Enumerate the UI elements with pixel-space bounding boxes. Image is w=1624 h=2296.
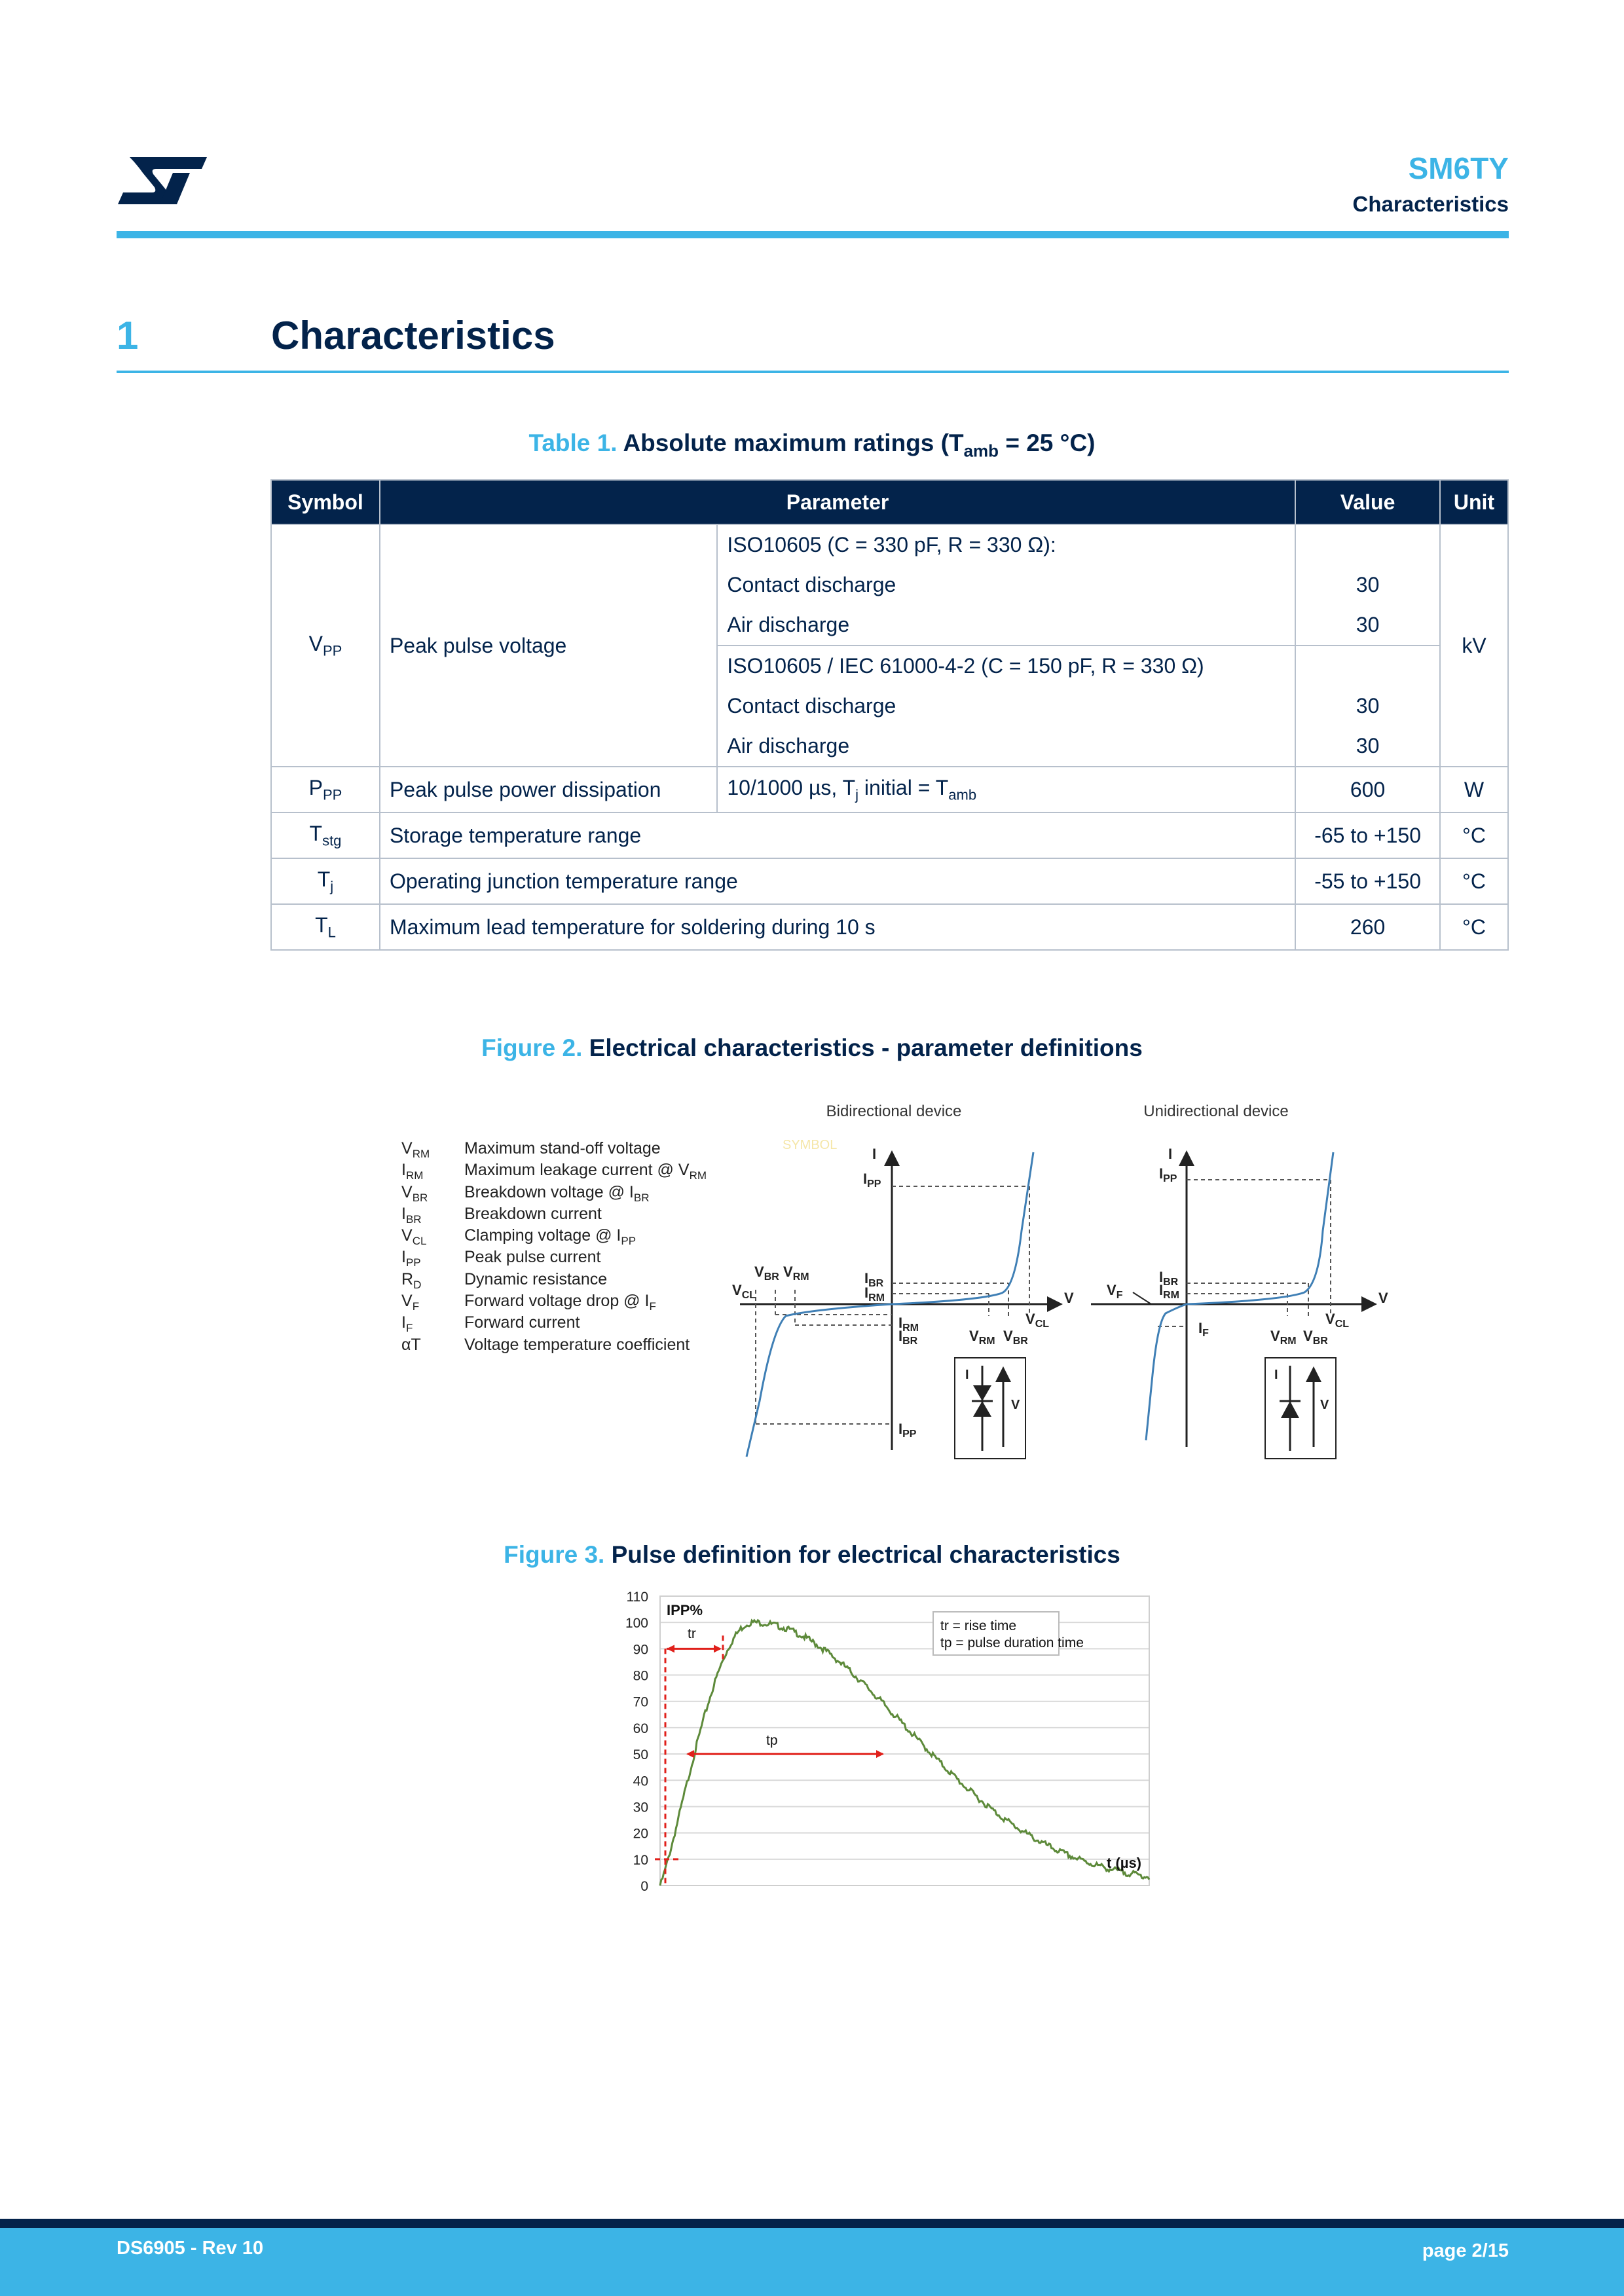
svg-text:VRM: $V_{RM}$ [969, 1328, 995, 1347]
header-rule [117, 231, 1509, 238]
legend-description: Maximum leakage current @ $V_{RM}$ [464, 1161, 707, 1182]
svg-text:I: I [1274, 1368, 1278, 1382]
table-row-tl [271, 904, 1508, 950]
pulse-definition-chart [589, 1584, 1166, 1899]
pulse-curve [660, 1620, 1149, 1886]
legend-row [401, 1161, 707, 1182]
bidirectional-labels [732, 1146, 1074, 1440]
bidirectional-diode-symbol [955, 1358, 1025, 1459]
legend-description: Forward voltage drop @ $I_F$ [464, 1292, 656, 1313]
st-logo [117, 155, 208, 207]
tl-unit: °C [1440, 904, 1508, 950]
pulse-y-label: IPP% [667, 1602, 703, 1618]
legend-row [401, 1139, 707, 1161]
y-tick-label: 40 [633, 1774, 648, 1789]
legend-description: Forward current [464, 1313, 580, 1332]
svg-text:VCL: $V_{CL}$ [1025, 1311, 1050, 1330]
svg-text:I: I [1168, 1146, 1173, 1162]
pulse-y-ticks [625, 1590, 648, 1894]
svg-text:IPP: $I_{PP}$ [898, 1421, 917, 1440]
marker-arrow [686, 1750, 694, 1758]
legend-symbol: $I_{BR}$ [401, 1204, 422, 1226]
y-tick-label: 30 [633, 1800, 648, 1815]
footer-dark-band [0, 2219, 1624, 2228]
ppp-symbol: $P_{PP}$ [271, 767, 380, 812]
marker-arrow [876, 1750, 884, 1758]
section-rule [117, 371, 1509, 373]
legend-row [401, 1205, 707, 1226]
tl-value: 260 [1295, 904, 1440, 950]
tstg-symbol: $T_{stg}$ [271, 812, 380, 858]
svg-text:VCL: $V_{CL}$ [732, 1282, 756, 1301]
table-header-row [271, 480, 1508, 524]
legend-description: Clamping voltage @ $I_{PP}$ [464, 1226, 637, 1248]
y-tick-label: 90 [633, 1642, 648, 1658]
y-tick-label: 100 [625, 1616, 648, 1631]
document-title: SM6TY [1408, 151, 1509, 185]
legend-row [401, 1292, 707, 1313]
pulse-markers [655, 1635, 884, 1886]
tj-value: -55 to +150 [1295, 858, 1440, 904]
absolute-ratings-table [270, 479, 1509, 951]
legend-description: Dynamic resistance [464, 1269, 608, 1288]
legend-symbol: αT [401, 1335, 421, 1354]
vpp-iso1-values: 30 30 [1295, 524, 1440, 646]
figure3-label: Figure 3. [504, 1541, 605, 1568]
pulse-x-label: t (µs) [1107, 1855, 1142, 1871]
tstg-parameter: Storage temperature range [380, 812, 1295, 858]
figure2-legend [401, 1139, 707, 1357]
y-tick-label: 0 [640, 1879, 648, 1894]
vpp-iso2-conditions: ISO10605 / IEC 61000-4-2 (C = 150 pF, R = 330 Ω) Contact discharge Air discharge [717, 646, 1295, 767]
vpp-iso2-values: 30 30 [1295, 646, 1440, 767]
svg-text:VBR: $V_{BR}$ [1303, 1328, 1328, 1347]
vf-pointer [1133, 1292, 1151, 1304]
table1-caption [0, 429, 1624, 461]
y-tick-label: 110 [626, 1590, 648, 1605]
table-row-ppp [271, 767, 1508, 812]
table-row-vpp-1 [271, 524, 1508, 646]
figure2-caption [0, 1034, 1624, 1062]
svg-text:IRM: $I_{RM}$ [898, 1315, 919, 1334]
marker-arrow [714, 1645, 722, 1652]
section-number: 1 [117, 314, 139, 357]
legend-symbol: $I_F$ [401, 1313, 413, 1335]
tj-parameter: Operating junction temperature range [380, 858, 1295, 904]
legend-symbol: $I_{PP}$ [401, 1248, 421, 1269]
ppp-value: 600 [1295, 767, 1440, 812]
bidirectional-label: Bidirectional device [826, 1102, 962, 1120]
svg-text:IF: $I_F$ [1198, 1320, 1209, 1339]
y-tick-label: 50 [633, 1747, 648, 1763]
legend-symbol: $I_{RM}$ [401, 1161, 424, 1182]
tl-symbol: $T_L$ [271, 904, 380, 950]
tj-symbol: $T_j$ [271, 858, 380, 904]
y-tick-label: 20 [633, 1826, 648, 1842]
vpp-unit: kV [1440, 524, 1508, 767]
table1-label: Table 1. [528, 429, 618, 456]
legend-symbol: $V_{CL}$ [401, 1226, 427, 1248]
svg-text:I: I [965, 1368, 969, 1382]
svg-text:IPP: $I_{PP}$ [863, 1171, 881, 1190]
unidirectional-diode-symbol [1265, 1358, 1336, 1459]
iv-characteristics-diagram [720, 1093, 1414, 1473]
svg-text:IBR: $I_{BR}$ [898, 1328, 918, 1347]
legend-row [401, 1248, 707, 1269]
figure2-title: Electrical characteristics - parameter definitions [589, 1034, 1143, 1061]
legend-description: Voltage temperature coefficient [464, 1335, 690, 1354]
legend-row [401, 1183, 707, 1205]
y-tick-label: 60 [633, 1721, 648, 1736]
pulse-tr-label: tr [688, 1626, 696, 1641]
marker-arrow [667, 1645, 674, 1652]
y-tick-label: 10 [633, 1852, 648, 1868]
table1-title-main: Absolute maximum ratings (T [623, 429, 964, 456]
svg-text:VRM: $V_{RM}$ [1270, 1328, 1297, 1347]
section-title: Characteristics [271, 314, 555, 357]
vpp-symbol: $V_{PP}$ [271, 524, 380, 767]
figure2-label: Figure 2. [481, 1034, 583, 1061]
svg-text:IBR: $I_{BR}$ [864, 1270, 884, 1289]
legend-row [401, 1313, 707, 1335]
legend-description: Peak pulse current [464, 1248, 601, 1267]
tstg-unit: °C [1440, 812, 1508, 858]
pulse-legend-tr: tr = rise time [940, 1618, 1017, 1633]
svg-text:VRM: $V_{RM}$ [783, 1264, 809, 1283]
legend-row [401, 1226, 707, 1248]
ppp-condition: 10/1000 µs, $T_j$ initial = $T_{amb}$ [717, 767, 1295, 812]
table1-title-sub: amb [963, 441, 999, 461]
unidirectional-label: Unidirectional device [1143, 1102, 1289, 1120]
svg-text:IBR: $I_{BR}$ [1159, 1269, 1179, 1288]
pulse-tp-label: tp [766, 1733, 778, 1748]
svg-text:VF: $V_F$ [1107, 1282, 1123, 1301]
pulse-legend-tp: tp = pulse duration time [940, 1635, 1084, 1650]
svg-text:V: V [1320, 1398, 1329, 1412]
svg-text:VBR: $V_{BR}$ [1003, 1328, 1028, 1347]
legend-row [401, 1270, 707, 1292]
vpp-iso1-conditions: ISO10605 (C = 330 pF, R = 330 Ω): Contact discharge Air discharge [717, 524, 1295, 646]
tj-unit: °C [1440, 858, 1508, 904]
header-parameter: Parameter [380, 480, 1295, 524]
header-symbol: Symbol [271, 480, 380, 524]
unidirectional-labels [1107, 1146, 1388, 1347]
svg-text:VCL: $V_{CL}$ [1325, 1311, 1350, 1330]
ppp-parameter: Peak pulse power dissipation [380, 767, 717, 812]
y-tick-label: 80 [633, 1668, 648, 1684]
table-row-tstg [271, 812, 1508, 858]
svg-text:IPP: $I_{PP}$ [1159, 1165, 1177, 1184]
footer-doc-revision: DS6905 - Rev 10 [117, 2238, 264, 2259]
legend-symbol: $V_{BR}$ [401, 1182, 428, 1204]
figure3-title: Pulse definition for electrical characteristics [611, 1541, 1120, 1568]
legend-symbol: $V_{RM}$ [401, 1139, 430, 1160]
table1-title-end: = 25 °C) [999, 429, 1096, 456]
document-subtitle: Characteristics [1352, 192, 1509, 216]
header-unit: Unit [1440, 480, 1508, 524]
svg-text:VBR: $V_{BR}$ [754, 1264, 779, 1283]
legend-symbol: $R_D$ [401, 1269, 422, 1291]
legend-row [401, 1336, 707, 1357]
ppp-unit: W [1440, 767, 1508, 812]
unidirectional-axes [1091, 1152, 1375, 1447]
legend-description: Breakdown current [464, 1204, 602, 1223]
legend-description: Maximum stand-off voltage [464, 1139, 661, 1157]
svg-text:V: V [1064, 1290, 1074, 1306]
svg-text:I: I [872, 1146, 877, 1162]
watermark-text: SYMBOL [783, 1138, 838, 1152]
vpp-parameter: Peak pulse voltage [380, 524, 717, 767]
header-value: Value [1295, 480, 1440, 524]
tl-parameter: Maximum lead temperature for soldering during 10 s [380, 904, 1295, 950]
legend-description: Breakdown voltage @ $I_{BR}$ [464, 1182, 650, 1204]
legend-symbol: $V_F$ [401, 1292, 420, 1313]
svg-text:IRM: $I_{RM}$ [1159, 1282, 1180, 1301]
y-tick-label: 70 [633, 1694, 648, 1710]
table-row-tj [271, 858, 1508, 904]
svg-text:IRM: $I_{RM}$ [864, 1285, 885, 1303]
svg-text:V: V [1378, 1290, 1388, 1306]
svg-text:V: V [1011, 1398, 1020, 1412]
figure3-caption [0, 1541, 1624, 1569]
tstg-value: -65 to +150 [1295, 812, 1440, 858]
footer-page-number: page 2/15 [1422, 2240, 1509, 2261]
